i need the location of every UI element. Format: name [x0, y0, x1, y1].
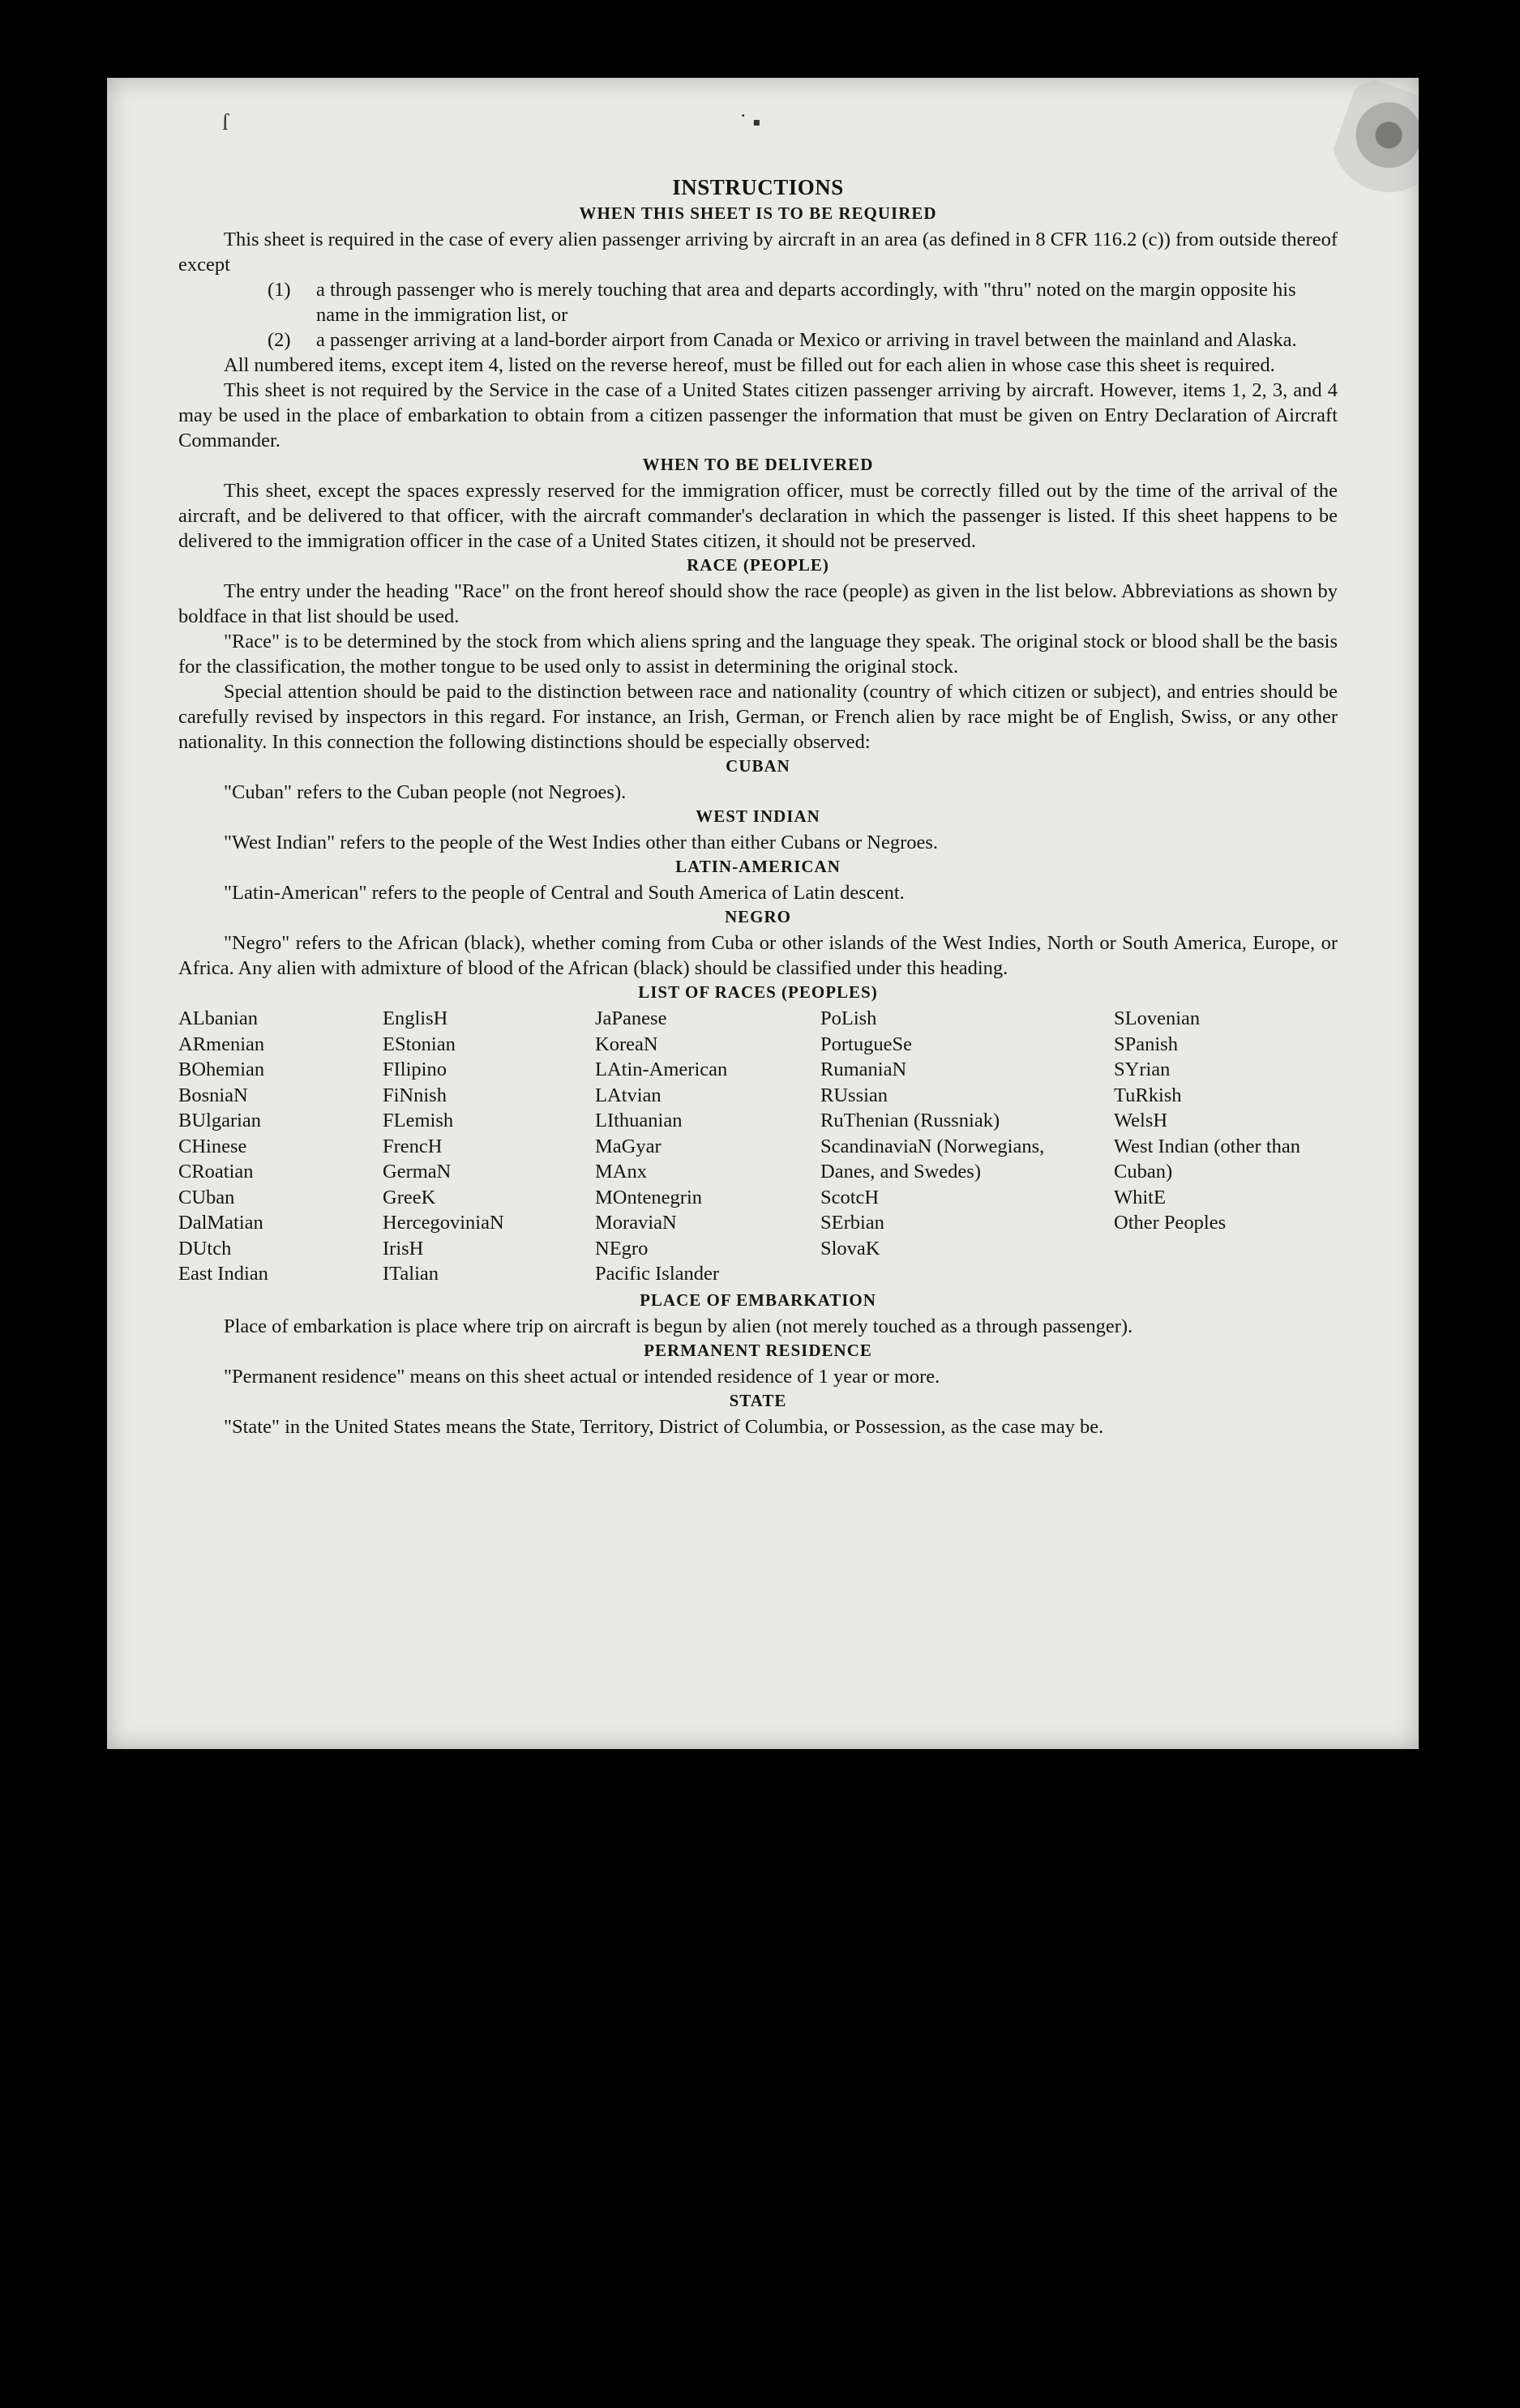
section-title-permanent-residence: PERMANENT RESIDENCE	[644, 1340, 872, 1360]
race-entry: EStonian	[383, 1033, 456, 1055]
race-entry: RumaniaN	[820, 1059, 907, 1080]
race-column-1	[178, 1006, 383, 1287]
race-entry: FIlipino	[383, 1059, 447, 1080]
race-entry: PoLish	[820, 1007, 877, 1029]
race-entry: ScandinaviaN (Norwegians, Danes, and Swedes)	[820, 1135, 1045, 1183]
section-title-cuban: CUBAN	[726, 756, 790, 776]
when-required-paragraph: This sheet is required in the case of every alien passenger arriving by aircraft in an area (as defined in 8 CFR 116.2 (c)) from outside thereof except	[178, 229, 1338, 276]
section-title-latin-american: LATIN-AMERICAN	[675, 857, 841, 876]
race-entry: WelsH	[1114, 1110, 1168, 1131]
race-column-5	[1114, 1006, 1333, 1287]
race-entry: GermaN	[383, 1161, 452, 1183]
latin-american-paragraph: "Latin-American" refers to the people of Central and South America of Latin descent.	[224, 882, 905, 904]
race-entry: RuThenian (Russniak)	[820, 1110, 1000, 1131]
race-paragraph-1: The entry under the heading "Race" on the front hereof should show the race (people) as given in the list below. Abbreviations as shown by boldface in that list should be used.	[178, 580, 1338, 627]
race-entry: NEgro	[595, 1237, 649, 1260]
race-entry: LIthuanian	[595, 1110, 683, 1131]
race-entry: SLovenian	[1114, 1007, 1201, 1029]
page-title: INSTRUCTIONS	[672, 175, 844, 199]
cuban-paragraph: "Cuban" refers to the Cuban people (not Negroes).	[224, 781, 627, 803]
race-entry: BosniaN	[178, 1084, 248, 1106]
race-entry: West Indian (other than Cuban)	[1114, 1135, 1301, 1183]
section-title-race: RACE (PEOPLE)	[687, 555, 829, 575]
numbered-items-paragraph: All numbered items, except item 4, listed on the reverse hereof, must be filled out for each alien in whose case this sheet is required.	[224, 354, 1275, 376]
race-entry: BOhemian	[178, 1059, 265, 1080]
race-entry: JaPanese	[595, 1007, 667, 1029]
race-entry: TuRkish	[1114, 1084, 1182, 1106]
race-entry: SErbian	[820, 1212, 884, 1234]
section-title-negro: NEGRO	[724, 907, 791, 926]
embarkation-paragraph: Place of embarkation is place where trip on aircraft is begun by alien (not merely touched as a through passenger).	[224, 1315, 1133, 1337]
race-column-2	[383, 1006, 595, 1287]
race-entry: ALbanian	[178, 1007, 258, 1029]
instructions-body	[178, 175, 1338, 1439]
exception-text: a through passenger who is merely touching that area and departs accordingly, with "thru" noted on the margin opposite his name in the immigration list, or	[316, 279, 1296, 326]
permanent-residence-paragraph: "Permanent residence" means on this sheet actual or intended residence of 1 year or more.	[224, 1365, 940, 1388]
race-entry: GreeK	[383, 1186, 436, 1208]
race-entry: PortugueSe	[820, 1033, 912, 1055]
race-entry: FLemish	[383, 1110, 454, 1131]
race-entry: ARmenian	[178, 1033, 265, 1055]
race-entry: SPanish	[1114, 1033, 1178, 1055]
race-entry: ITalian	[383, 1263, 439, 1285]
race-paragraph-2: "Race" is to be determined by the stock from which aliens spring and the language they speak. The original stock or blood shall be the basis for the classification, the mother tongue to be used only to assist in determining the original stock.	[178, 631, 1338, 678]
section-title-when-delivered: WHEN TO BE DELIVERED	[642, 455, 874, 474]
race-entry: MOntenegrin	[595, 1186, 702, 1208]
race-entry: MAnx	[595, 1161, 647, 1183]
scan-mark: ˙ ▪	[739, 110, 761, 135]
race-entry: LAtvian	[595, 1084, 662, 1106]
exception-number: (2)	[268, 329, 291, 351]
race-entry: WhitE	[1114, 1186, 1166, 1208]
race-entry: East Indian	[178, 1263, 268, 1285]
race-entry: DalMatian	[178, 1212, 263, 1234]
when-delivered-paragraph: This sheet, except the spaces expressly reserved for the immigration officer, must be correctly filled out by the time of the arrival of the aircraft, and be delivered to that officer, with the aircraft commander's declaration in which the passenger is listed. If this sheet happens to be delivered to the immigration officer in the case of a United States citizen, it should not be preserved.	[178, 480, 1338, 552]
section-title-embarkation: PLACE OF EMBARKATION	[640, 1290, 876, 1310]
race-entry: MaGyar	[595, 1135, 662, 1157]
race-entry: SYrian	[1114, 1059, 1171, 1080]
stamp-stain	[1325, 78, 1419, 209]
race-list	[178, 1006, 1338, 1287]
race-column-4	[820, 1006, 1114, 1287]
exception-text: a passenger arriving at a land-border airport from Canada or Mexico or arriving in travel between the mainland and Alaska.	[316, 329, 1297, 351]
race-entry: LAtin-American	[595, 1059, 728, 1080]
race-entry: FiNnish	[383, 1084, 447, 1106]
race-column-3	[595, 1006, 820, 1287]
document-page	[107, 78, 1419, 1749]
section-title-when-required: WHEN THIS SHEET IS TO BE REQUIRED	[579, 203, 937, 223]
race-entry: CUban	[178, 1186, 235, 1208]
race-entry: Pacific Islander	[595, 1263, 720, 1285]
race-entry: FrencH	[383, 1135, 443, 1157]
race-entry: DUtch	[178, 1237, 232, 1260]
exception-number: (1)	[268, 279, 291, 301]
race-entry: RUssian	[820, 1084, 888, 1106]
race-paragraph-3: Special attention should be paid to the distinction between race and nationality (country of which citizen or subject), and entries should be carefully revised by inspectors in this regard. For instance, an Irish, German, or French alien by race might be of English, Swiss, or any other nationality. In this connection the following distinctions should be especially observed:	[178, 681, 1338, 753]
race-entry: SlovaK	[820, 1237, 880, 1260]
race-entry: Other Peoples	[1114, 1212, 1227, 1234]
race-entry: IrisH	[383, 1237, 424, 1260]
race-entry: KoreaN	[595, 1033, 658, 1055]
race-entry: ScotcH	[820, 1186, 880, 1208]
exception-item-1	[178, 277, 1338, 327]
race-entry: EnglisH	[383, 1007, 448, 1029]
west-indian-paragraph: "West Indian" refers to the people of the West Indies other than either Cubans or Negroes.	[224, 832, 939, 853]
race-entry: CHinese	[178, 1135, 247, 1157]
scan-mark: ſ	[222, 110, 229, 135]
section-title-list-of-races: LIST OF RACES (PEOPLES)	[638, 982, 878, 1002]
exception-item-2	[178, 327, 1338, 353]
race-entry: MoraviaN	[595, 1212, 677, 1234]
state-paragraph: "State" in the United States means the State, Territory, District of Columbia, or Possession, as the case may be.	[224, 1415, 1104, 1438]
race-entry: CRoatian	[178, 1161, 254, 1183]
section-title-west-indian: WEST INDIAN	[696, 806, 820, 826]
citizen-paragraph: This sheet is not required by the Service in the case of a United States citizen passenger arriving by aircraft. However, items 1, 2, 3, and 4 may be used in the place of embarkation to obtain from a citizen passenger the information that must be given on Entry Declaration of Aircraft Commander.	[178, 379, 1338, 451]
race-entry: BUlgarian	[178, 1110, 262, 1131]
race-entry: HercegoviniaN	[383, 1212, 504, 1234]
negro-paragraph: "Negro" refers to the African (black), whether coming from Cuba or other islands of the West Indies, North or South America, Europe, or Africa. Any alien with admixture of blood of the African (black) should be classified under this heading.	[178, 932, 1338, 979]
section-title-state: STATE	[729, 1390, 787, 1410]
